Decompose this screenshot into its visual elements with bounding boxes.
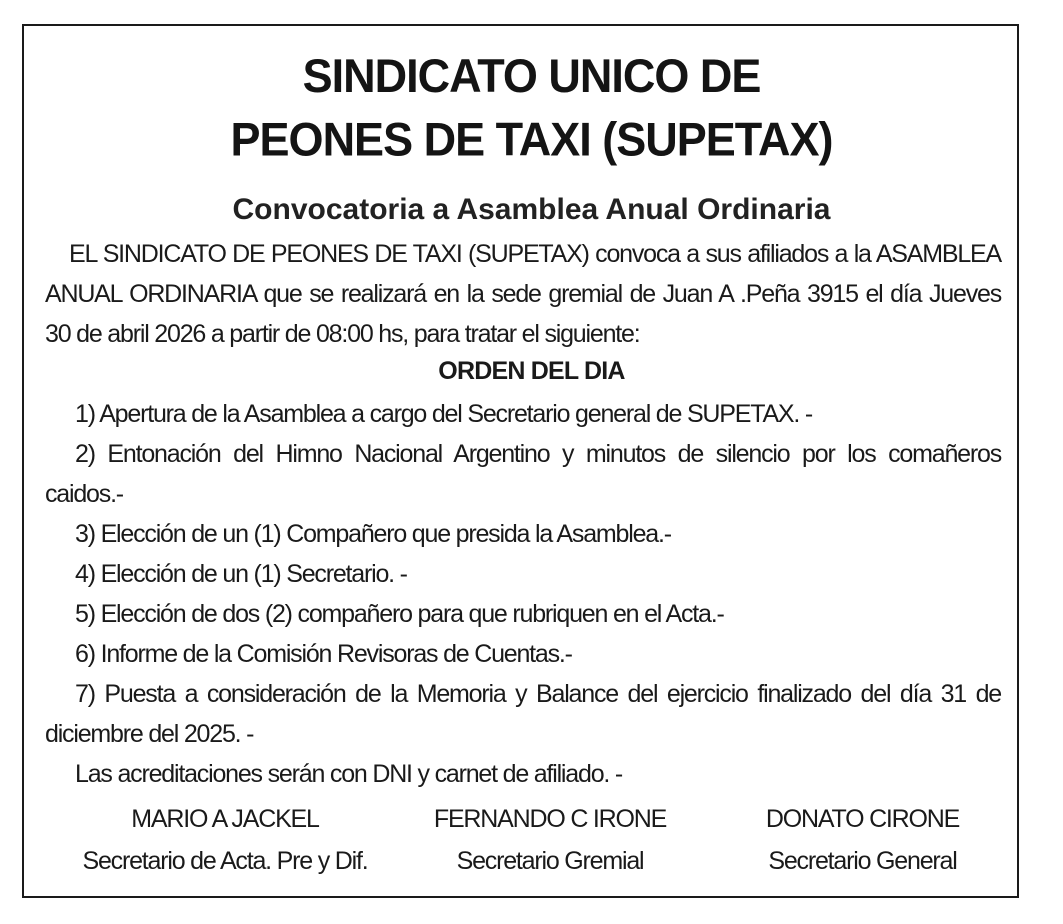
subtitle: Convocatoria a Asamblea Anual Ordinaria — [232, 193, 831, 226]
signatory-name: MARIO A JACKEL — [131, 805, 319, 833]
signatory-role: Secretario Gremial — [456, 847, 644, 875]
agenda-item: 2) Entonación del Himno Nacional Argentino y minutos de silencio por los comañeros caidos.- — [45, 440, 1001, 508]
agenda-item: 4) Elección de un (1) Secretario. - — [75, 560, 407, 588]
title-line-2: PEONES DE TAXI (SUPETAX) — [230, 112, 833, 167]
agenda-item: 6) Informe de la Comisión Revisoras de Cuentas.- — [75, 640, 572, 668]
agenda-item: 7) Puesta a consideración de la Memoria y Balance del ejercicio finalizado del día 31 de diciembre del 2025. - — [45, 680, 1001, 748]
intro-text: EL SINDICATO DE PEONES DE TAXI (SUPETAX) convoca a sus afiliados a la ASAMBLEA ANUAL ORDINARIA que se realizará en la sede gremial de Juan A .Peña 3915 el día Jueves 30 de abril 2026 a partir de 08:00 hs, para tratar el siguiente: — [45, 240, 1001, 348]
agenda-item: 5) Elección de dos (2) compañero para que rubriquen en el Acta.- — [75, 600, 724, 628]
signatory-name: DONATO CIRONE — [765, 805, 960, 833]
agenda-item: 1) Apertura de la Asamblea a cargo del Secretario general de SUPETAX. - — [75, 400, 813, 428]
intro-paragraph — [45, 234, 1001, 354]
title-line-1: SINDICATO UNICO DE — [302, 48, 761, 103]
signatory-name: FERNANDO C IRONE — [433, 805, 667, 833]
signature-block — [405, 798, 695, 882]
signatory-role: Secretario de Acta. Pre y Dif. — [82, 847, 368, 875]
signature-block — [60, 798, 390, 882]
signature-block — [720, 798, 1005, 882]
orden-del-dia-title: ORDEN DEL DIA — [438, 357, 625, 385]
agenda-list — [45, 394, 1001, 794]
agenda-item: 3) Elección de un (1) Compañero que presida la Asamblea.- — [75, 520, 671, 548]
accreditation-note: Las acreditaciones serán con DNI y carnet de afiliado. - — [75, 760, 623, 788]
signatory-role: Secretario General — [768, 847, 957, 875]
